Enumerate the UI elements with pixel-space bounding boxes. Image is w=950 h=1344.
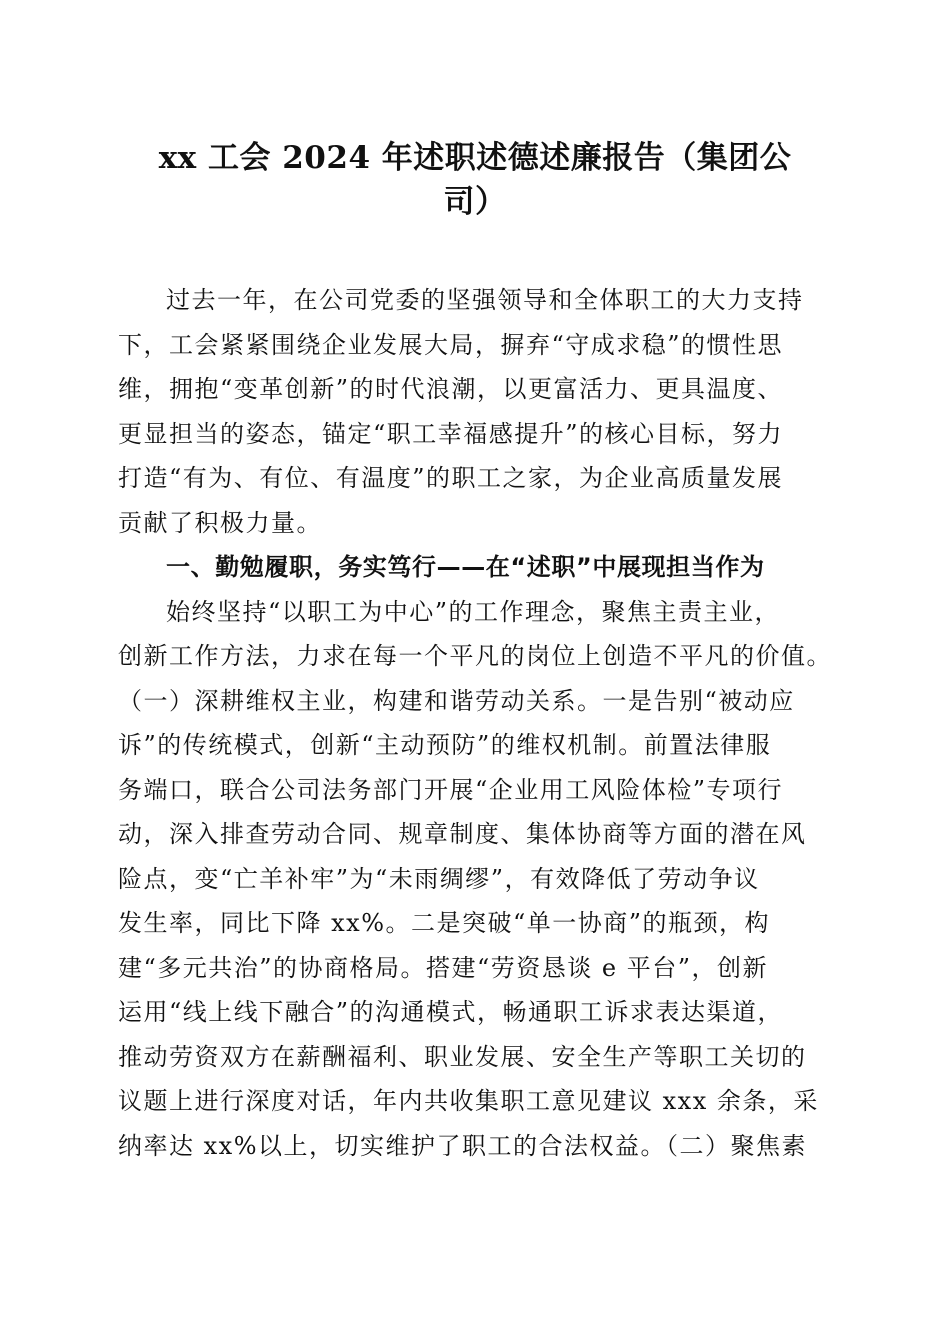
document-title bbox=[120, 136, 830, 224]
paragraph-1-line: 下，工会紧紧围绕企业发展大局，摒弃“守成求稳”的惯性思 bbox=[118, 330, 784, 359]
paragraph-2-line: 务端口，联合公司法务部门开展“企业用工风险体检”专项行 bbox=[118, 775, 784, 804]
paragraph-2-line: 纳率达 xx%以上，切实维护了职工的合法权益。（二）聚焦素 bbox=[118, 1131, 808, 1160]
paragraph-2-line: 创新工作方法，力求在每一个平凡的岗位上创造不平凡的价值。 bbox=[118, 642, 832, 670]
paragraph-1-line: 贡献了积极力量。 bbox=[118, 508, 322, 537]
paragraph-2-line: 运用“线上线下融合”的沟通模式，畅通职工诉求表达渠道， bbox=[118, 998, 784, 1026]
paragraph-1-line: 打造“有为、有位、有温度”的职工之家，为企业高质量发展 bbox=[118, 464, 784, 492]
title-line-2: 司） bbox=[443, 184, 507, 220]
paragraph-1-line: 更显担当的姿态，锚定“职工幸福感提升”的核心目标，努力 bbox=[118, 419, 784, 448]
document-body bbox=[118, 278, 834, 1168]
paragraph-2-line: 建“多元共治”的协商格局。搭建“劳资恳谈 e 平台”，创新 bbox=[118, 953, 769, 982]
section-1-heading: 一、勤勉履职，务实笃行——在“述职”中展现担当作为 bbox=[166, 553, 765, 581]
paragraph-2-line: 议题上进行深度对话，年内共收集职工意见建议 xxx 余条，采 bbox=[118, 1087, 819, 1115]
paragraph-2-line: 险点，变“亡羊补牢”为“未雨绸缪”，有效降低了劳动争议 bbox=[118, 864, 760, 893]
paragraph-1-line: 过去一年，在公司党委的坚强领导和全体职工的大力支持 bbox=[166, 286, 804, 314]
paragraph-2-line: 诉”的传统模式，创新“主动预防”的维权机制。前置法律服 bbox=[118, 731, 772, 759]
paragraph-2-line: 始终坚持“以职工为中心”的工作理念，聚焦主责主业， bbox=[166, 597, 781, 626]
paragraph-2-line: 推动劳资双方在薪酬福利、职业发展、安全生产等职工关切的 bbox=[118, 1042, 807, 1071]
paragraph-1-line: 维，拥抱“变革创新”的时代浪潮，以更富活力、更具温度、 bbox=[118, 375, 784, 403]
title-line-1: xx 工会 2024 年述职述德述廉报告（集团公 bbox=[158, 140, 792, 176]
paragraph-2-line: 发生率，同比下降 xx%。二是突破“单一协商”的瓶颈，构 bbox=[118, 909, 771, 937]
paragraph-2-line: 动，深入排查劳动合同、规章制度、集体协商等方面的潜在风 bbox=[118, 820, 807, 848]
paragraph-2-line: （一）深耕维权主业，构建和谐劳动关系。一是告别“被动应 bbox=[118, 686, 795, 715]
